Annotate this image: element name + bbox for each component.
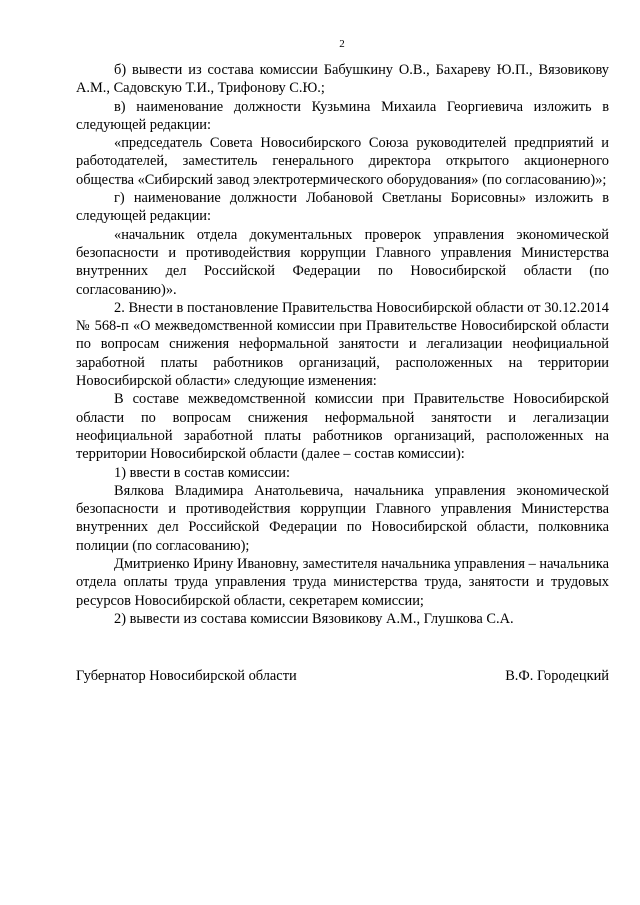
paragraph-item-1: 1) ввести в состав комиссии: <box>114 464 290 481</box>
document-body <box>76 61 609 628</box>
paragraph-item-g: г) наименование должности Лобановой Светланы Борисовны» изложить в следующей редакции: <box>76 190 609 225</box>
paragraph-item-v: в) наименование должности Кузьмина Михаила Георгиевича изложить в следующей редакции: <box>76 98 609 133</box>
paragraph-dmitrienko: Дмитриенко Ирину Ивановну, заместителя начальника управления – начальника отдела оплаты труда управления труда министерства труда, занятости и трудовых ресурсов Новосибирской области, секретарем комиссии; <box>76 556 609 609</box>
page-number: 2 <box>339 38 345 50</box>
paragraph-item-b: б) вывести из состава комиссии Бабушкину О.В., Бахареву Ю.П., Вязовикову А.М., Садовскую Т.И., Трифонову С.Ю.; <box>76 62 609 97</box>
paragraph-commission-composition: В составе межведомственной комиссии при Правительстве Новосибирской области по вопросам снижения неформальной занятости и легализации неофициальной заработной платы работников организаций, расположенных на территории Новосибирской области (далее – состав комиссии): <box>76 391 609 463</box>
paragraph-section-2: 2. Внести в постановление Правительства Новосибирской области от 30.12.2014 № 568-п «О межведомственной комиссии при Правительстве Новосибирской области по вопросам снижения неформальной занятости и легализации неофициальной заработной платы работников организаций, расположенных на территории Новосибирской области» следующие изменения: <box>76 299 609 390</box>
paragraph-quote-lobanova: «начальник отдела документальных проверок управления экономической безопасности и противодействия коррупции Главного управления Министерства внутренних дел Российской Федерации по Новосибирской области (по согласованию)». <box>76 226 609 298</box>
signature-name: В.Ф. Городецкий <box>505 668 609 684</box>
signature-title: Губернатор Новосибирской области <box>76 668 297 684</box>
paragraph-vyalkov: Вялкова Владимира Анатольевича, начальника управления экономической безопасности и противодействия коррупции Главного управления Министерства внутренних дел Российской Федерации по Новосибирской области, полковника полиции (по согласованию); <box>76 482 609 554</box>
signature-block <box>76 667 609 685</box>
paragraph-quote-kuzmin: «председатель Совета Новосибирского Союза руководителей предприятий и работодателей, заместитель генерального директора открытого акционерного общества «Сибирский завод электротермического оборудования» (по согласованию)»; <box>76 135 609 188</box>
paragraph-item-2: 2) вывести из состава комиссии Вязовикову А.М., Глушкова С.А. <box>114 610 514 627</box>
